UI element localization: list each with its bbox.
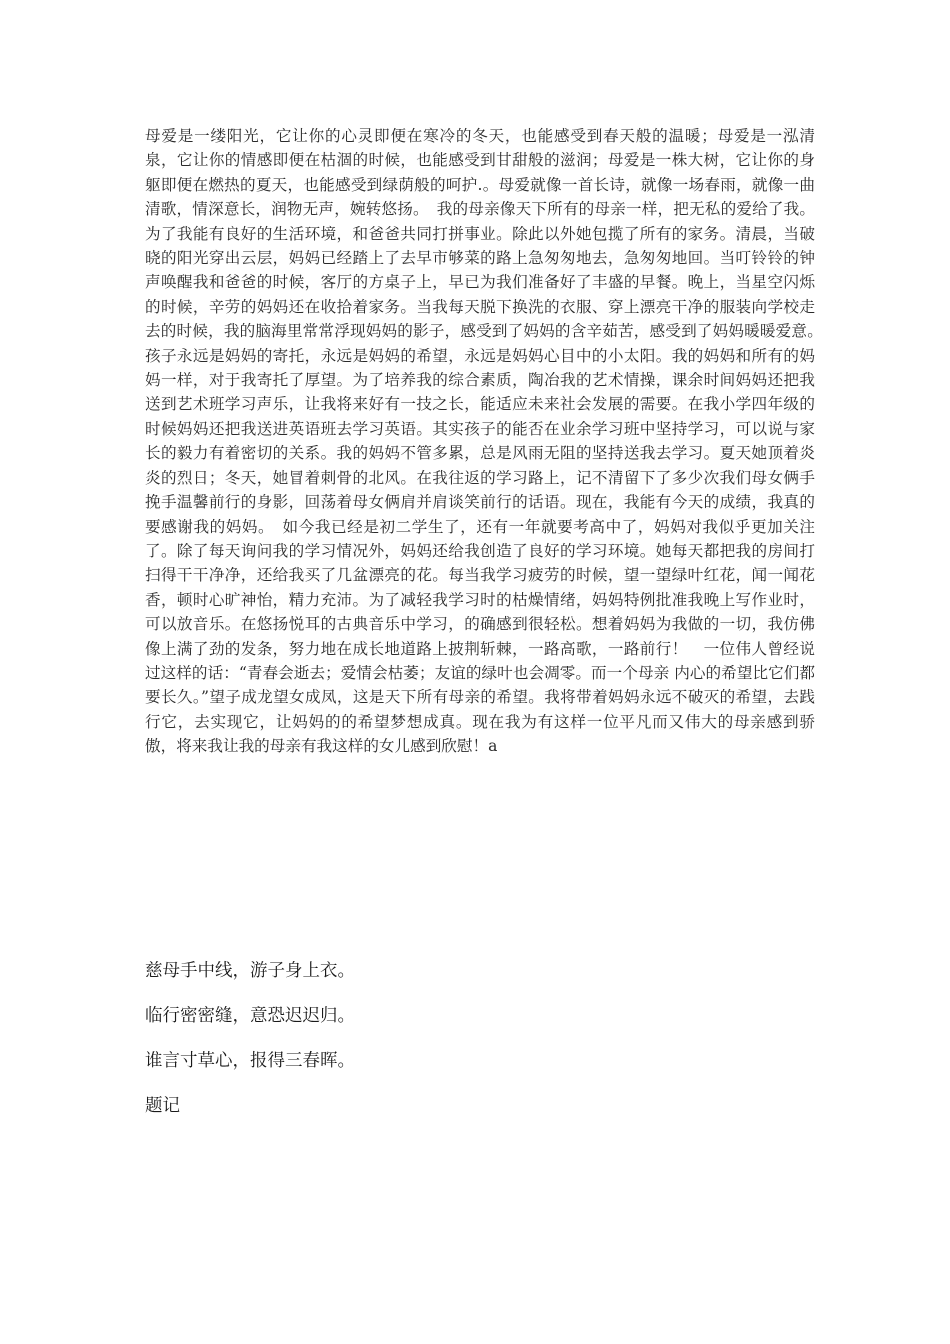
poem-line-3: 谁言寸草心，报得三春晖。 [145,1051,355,1071]
poem-epigraph-label: 题记 [145,1096,180,1116]
poem-line-1: 慈母手中线，游子身上衣。 [145,961,355,981]
poem-block [145,958,745,1138]
poem-line-2: 临行密密缝，意恐迟迟归。 [145,1006,355,1026]
essay-paragraph: 母爱是一缕阳光，它让你的心灵即便在寒冷的冬天，也能感受到春天般的温暖；母爱是一泓清泉，它让你的情感即便在枯涸的时候，也能感受到甘甜般的滋润；母爱是一株大树，它让你的身躯即便在燃热的夏天，也能感受到绿荫般的呵护.。母爱就像一首长诗，就像一场春雨，就像一曲清歌，情深意长，润物无声，婉转悠扬。 我的母亲像天下所有的母亲一样，把无私的爱给了我。为了我能有良好的生活环境，和爸爸共同打拼事业。除此以外她包揽了所有的家务。清晨，当破晓的阳光穿出云层，妈妈已经踏上了去早市够菜的路上急匆匆地去，急匆匆地回。当叮铃铃的钟声唤醒我和爸爸的时候，客厅的方桌子上，早已为我们准备好了丰盛的早餐。晚上，当星空闪烁的时候，辛劳的妈妈还在收拾着家务。当我每天脱下换洗的衣服、穿上漂亮干净的服装向学校走去的时候，我的脑海里常常浮现妈妈的影子，感受到了妈妈的含辛茹苦，感受到了妈妈暖暖爱意。 孩子永远是妈妈的寄托，永远是妈妈的希望，永远是妈妈心目中的小太阳。我的妈妈和所有的妈妈一样，对于我寄托了厚望。为了培养我的综合素质，陶冶我的艺术情操，课余时间妈妈还把我送到艺术班学习声乐，让我将来好有一技之长，能适应未来社会发展的需要。在我小学四年级的时候妈妈还把我送进英语班去学习英语。其实孩子的能否在业余学习班中坚持学习，可以说与家长的毅力有着密切的关系。我的妈妈不管多累，总是风雨无阻的坚持送我去学习。夏天她顶着炎炎的烈日；冬天，她冒着刺骨的北风。在我往返的学习路上，记不清留下了多少次我们母女俩手挽手温馨前行的身影，回荡着母女俩肩并肩谈笑前行的话语。现在，我能有今天的成绩，我真的要感谢我的妈妈。 如今我已经是初二学生了，还有一年就要考高中了，妈妈对我似乎更加关注了。除了每天询问我的学习情况外，妈妈还给我创造了良好的学习环境。她每天都把我的房间打扫得干干净净，还给我买了几盆漂亮的花。每当我学习疲劳的时候，望一望绿叶红花，闻一闻花香，顿时心旷神怡，精力充沛。为了减轻我学习时的枯燥情绪，妈妈特例批准我晚上写作业时，可以放音乐。在悠扬悦耳的古典音乐中学习，的确感到很轻松。想着妈妈为我做的一切，我仿佛像上满了劲的发条，努力地在成长地道路上披荆斩棘，一路高歌，一路前行！ 一位伟人曾经说过这样的话：“青春会逝去；爱情会枯萎；友谊的绿叶也会凋零。而一个母亲 内心的希望比它们都要长久。”望子成龙望女成凤，这是天下所有母亲的希望。我将带着妈妈永远不破灭的希望，去践行它，去实现它，让妈妈的的希望梦想成真。现在我为有这样一位平凡而又伟大的母亲感到骄傲，将来我让我的母亲有我这样的女儿感到欣慰！a [145,127,831,756]
